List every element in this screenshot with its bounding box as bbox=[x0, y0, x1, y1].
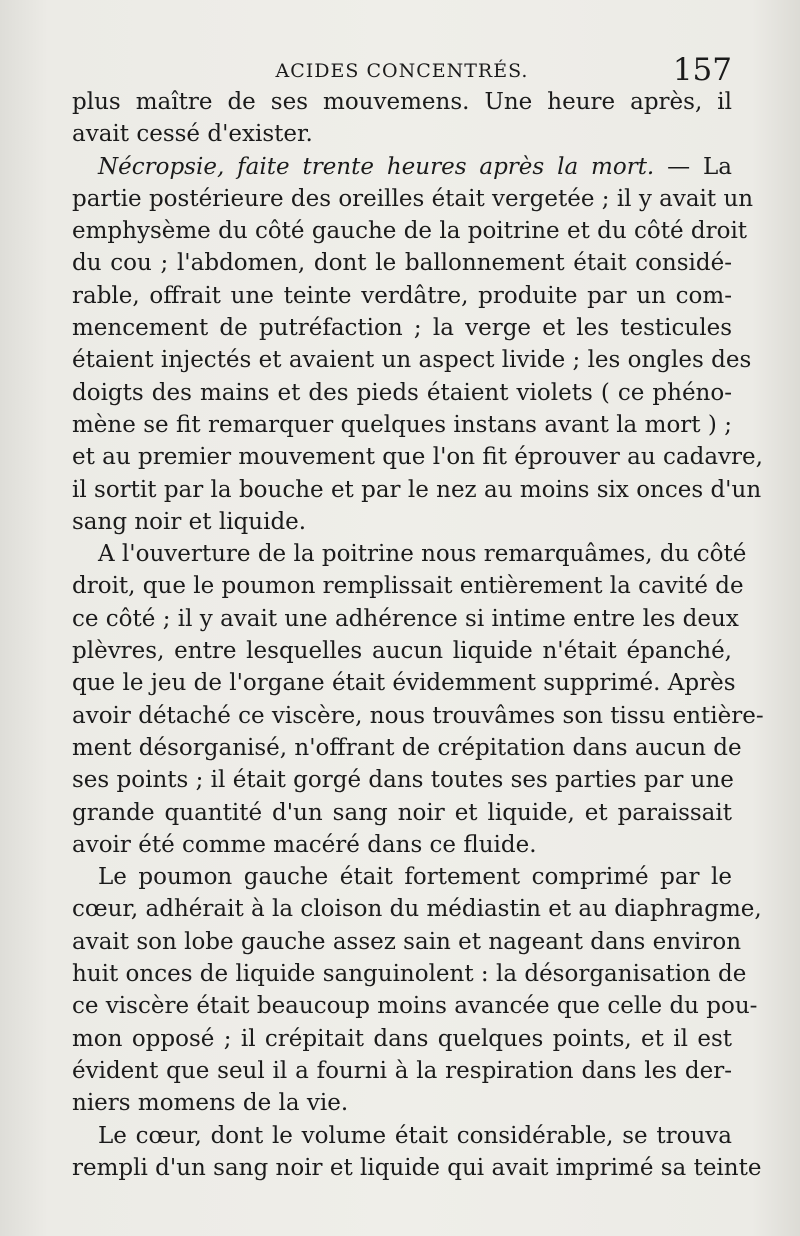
line-text: ment désorganisé, n'offrant de crépitation dans aucun de bbox=[72, 734, 742, 761]
line-text: rempli d'un sang noir et liquide qui avait imprimé sa teinte bbox=[72, 1154, 762, 1181]
text-line bbox=[72, 570, 744, 602]
line-text: rable, offrait une teinte verdâtre, produite par un com- bbox=[72, 282, 732, 309]
text-line bbox=[72, 990, 758, 1022]
line-text: A l'ouverture de la poitrine nous remarquâmes, du côté bbox=[98, 541, 747, 568]
line-text: mène se fit remarquer quelques instans avant la mort ) ; bbox=[72, 411, 732, 438]
line-text: il sortit par la bouche et par le nez au moins six onces d'un bbox=[72, 476, 762, 503]
text-line bbox=[72, 635, 732, 667]
text-line bbox=[72, 312, 732, 344]
line-text: ce viscère était beaucoup moins avancée que celle du pou- bbox=[72, 993, 758, 1020]
page-number: 157 bbox=[672, 52, 732, 88]
line-text: Le poumon gauche était fortement comprimé par le bbox=[98, 864, 732, 891]
text-line bbox=[72, 151, 732, 183]
text-line bbox=[72, 377, 732, 409]
line-text: étaient injectés et avaient un aspect livide ; les ongles des bbox=[72, 347, 752, 374]
line-text: ce côté ; il y avait une adhérence si intime entre les deux bbox=[72, 605, 739, 632]
text-line bbox=[72, 893, 762, 925]
line-text: mon opposé ; il crépitait dans quelques points, et il est bbox=[72, 1025, 732, 1052]
text-line bbox=[72, 1087, 732, 1119]
text-line bbox=[72, 506, 732, 538]
text-line bbox=[72, 829, 732, 861]
line-text: plèvres, entre lesquelles aucun liquide n'était épanché, bbox=[72, 638, 732, 665]
line-text: doigts des mains et des pieds étaient violets ( ce phéno- bbox=[72, 379, 732, 406]
line-text: évident que seul il a fourni à la respiration dans les der- bbox=[72, 1057, 732, 1084]
line-text: emphysème du côté gauche de la poitrine et du côté droit bbox=[72, 218, 748, 245]
text-line bbox=[72, 603, 739, 635]
line-text: avait son lobe gauche assez sain et nageant dans environ bbox=[72, 928, 742, 955]
text-line bbox=[72, 667, 736, 699]
text-line bbox=[72, 538, 747, 570]
line-text: avait cessé d'exister. bbox=[72, 121, 313, 148]
line-text: sang noir et liquide. bbox=[72, 508, 307, 535]
line-text: droit, que le poumon remplissait entièrement la cavité de bbox=[72, 573, 744, 600]
text-line bbox=[72, 215, 748, 247]
text-line bbox=[72, 861, 732, 893]
text-line bbox=[72, 409, 732, 441]
text-line bbox=[72, 797, 732, 829]
text-line bbox=[72, 1120, 732, 1152]
line-text: avoir détaché ce viscère, nous trouvâmes son tissu entière- bbox=[72, 702, 764, 729]
text-line bbox=[72, 280, 732, 312]
text-line bbox=[72, 764, 732, 796]
line-text: avoir été comme macéré dans ce fluide. bbox=[72, 831, 537, 858]
line-text: du cou ; l'abdomen, dont le ballonnement était considé- bbox=[72, 250, 732, 277]
text-line bbox=[72, 1055, 732, 1087]
text-line bbox=[72, 344, 752, 376]
text-line bbox=[72, 732, 742, 764]
line-text: mencement de putréfaction ; la verge et les testicules bbox=[72, 315, 732, 342]
text-line bbox=[72, 118, 732, 150]
text-line bbox=[72, 1152, 762, 1184]
line-text: huit onces de liquide sanguinolent : la désorganisation de bbox=[72, 961, 747, 988]
line-text: plus maître de ses mouvemens. Une heure après, il bbox=[72, 89, 732, 115]
text-line bbox=[72, 958, 747, 990]
text-line bbox=[72, 247, 732, 279]
text-line bbox=[72, 441, 763, 473]
line-text: que le jeu de l'organe était évidemment supprimé. Après bbox=[72, 670, 736, 697]
line-text: cœur, adhérait à la cloison du médiastin et au diaphragme, bbox=[72, 896, 762, 923]
text-line bbox=[72, 86, 732, 118]
line-text: Le cœur, dont le volume était considérable, se trouva bbox=[98, 1122, 732, 1149]
line-text: grande quantité d'un sang noir et liquide, et paraissait bbox=[72, 799, 732, 826]
text-line bbox=[72, 700, 764, 732]
body-text bbox=[72, 86, 764, 1184]
text-line bbox=[72, 474, 762, 506]
line-text: niers momens de la vie. bbox=[72, 1090, 349, 1117]
line-text: et au premier mouvement que l'on fit éprouver au cadavre, bbox=[72, 444, 763, 471]
text-line bbox=[72, 183, 754, 215]
text-line bbox=[72, 1023, 732, 1055]
italic-heading: Nécropsie, faite trente heures après la mort. bbox=[98, 153, 655, 180]
line-text: partie postérieure des oreilles était vergetée ; il y avait un bbox=[72, 185, 754, 212]
line-text: ses points ; il était gorgé dans toutes ses parties par une bbox=[72, 767, 734, 794]
text-line bbox=[72, 926, 742, 958]
line-text: — La bbox=[654, 153, 732, 180]
running-head: ACIDES CONCENTRÉS. bbox=[275, 60, 529, 82]
